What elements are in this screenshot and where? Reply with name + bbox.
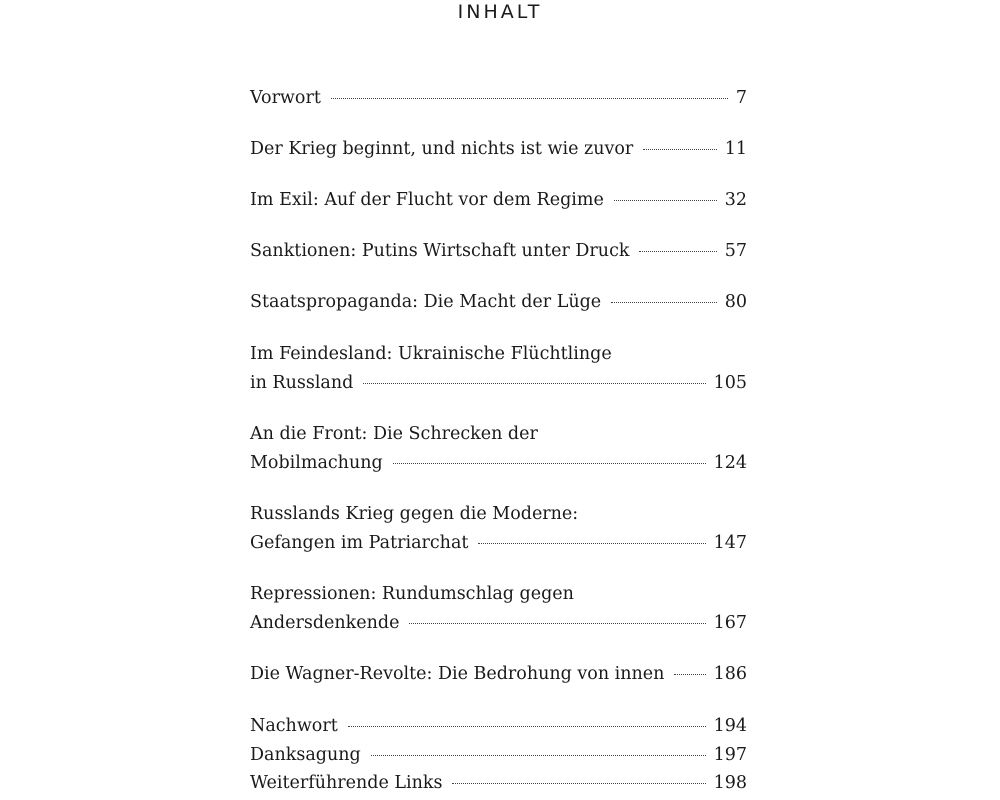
dot-leader	[674, 674, 705, 675]
toc-entry-title: Sanktionen: Putins Wirtschaft unter Druck	[250, 241, 630, 261]
toc-entry-title: Nachwort	[250, 716, 338, 736]
toc-entry[interactable]	[250, 84, 747, 113]
toc-entry[interactable]	[250, 660, 747, 689]
toc-page-number: 198	[713, 773, 747, 793]
toc-entry-title: Russlands Krieg gegen die Moderne:	[250, 504, 579, 524]
dot-leader	[348, 726, 706, 727]
dot-leader	[639, 251, 716, 252]
toc-entry[interactable]	[250, 288, 747, 317]
toc-page-number: 32	[724, 190, 747, 210]
toc-entry-title: Staatspropaganda: Die Macht der Lüge	[250, 292, 602, 312]
toc-page-number: 57	[724, 241, 747, 261]
toc-entry-title: Weiterführende Links	[250, 773, 443, 793]
dot-leader	[643, 149, 716, 150]
toc-entry[interactable]	[250, 580, 747, 638]
toc-page-number: 105	[713, 373, 747, 393]
page-title: INHALT	[457, 1, 543, 23]
toc-entry-title: Repressionen: Rundumschlag gegen	[250, 584, 574, 604]
toc-entry[interactable]	[250, 420, 747, 478]
toc-page-number: 197	[713, 745, 747, 765]
toc-entry[interactable]	[250, 340, 747, 398]
toc-page-number: 11	[724, 139, 747, 159]
toc-page-number: 7	[735, 88, 747, 108]
toc-entry[interactable]	[250, 500, 747, 558]
toc-page-number: 80	[724, 292, 747, 312]
toc-entry-title-continued: Andersdenkende	[250, 613, 400, 633]
toc-page-number: 147	[713, 533, 747, 553]
toc-entry-title-continued: Mobilmachung	[250, 453, 383, 473]
toc-entry[interactable]	[250, 237, 747, 266]
toc-entry-title: Im Feindesland: Ukrainische Flüchtlinge	[250, 344, 612, 364]
dot-leader	[363, 383, 705, 384]
toc-entry-title: Danksagung	[250, 745, 361, 765]
toc-entry[interactable]	[250, 186, 747, 215]
toc-entry[interactable]	[250, 135, 747, 164]
toc-page-number: 167	[713, 613, 747, 633]
dot-leader	[478, 543, 705, 544]
toc-entry-title: Die Wagner-Revolte: Die Bedrohung von innen	[250, 664, 665, 684]
toc-entry[interactable]	[250, 769, 747, 798]
dot-leader	[371, 755, 706, 756]
dot-leader	[409, 623, 705, 624]
toc-page-number: 124	[713, 453, 747, 473]
dot-leader	[393, 463, 706, 464]
dot-leader	[611, 302, 717, 303]
toc-entry-title-continued: in Russland	[250, 373, 354, 393]
dot-leader	[331, 98, 728, 99]
toc-entry-title: Der Krieg beginnt, und nichts ist wie zuvor	[250, 139, 634, 159]
dot-leader	[452, 783, 705, 784]
dot-leader	[614, 200, 717, 201]
toc-entry[interactable]	[250, 712, 747, 741]
toc-entry[interactable]	[250, 741, 747, 770]
toc-page-number: 194	[713, 716, 747, 736]
toc-entry-title: Vorwort	[250, 88, 321, 108]
toc-page-number: 186	[713, 664, 747, 684]
toc-entry-title-continued: Gefangen im Patriarchat	[250, 533, 469, 553]
toc-entry-title: An die Front: Die Schrecken der	[250, 424, 538, 444]
toc-entry-title: Im Exil: Auf der Flucht vor dem Regime	[250, 190, 604, 210]
